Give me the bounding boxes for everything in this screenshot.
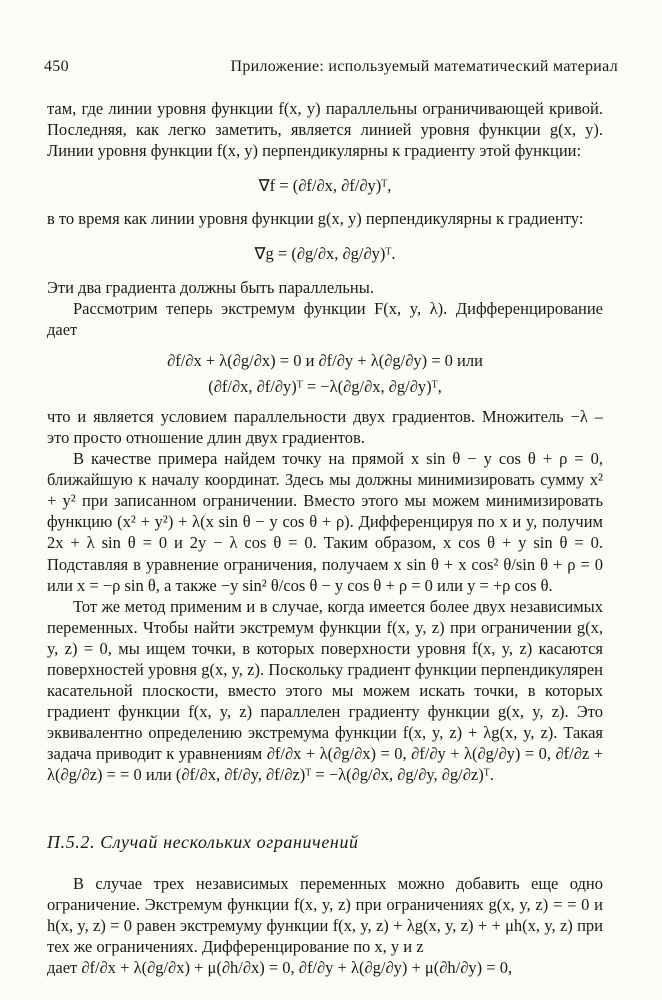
formula-line: ∂f/∂x + λ(∂g/∂x) = 0 и ∂f/∂y + λ(∂g/∂y) = 0 или <box>167 350 483 370</box>
page-header <box>44 58 618 80</box>
paragraph: В случае трех независимых переменных можно добавить еще одно ограничение. Экстремум функции f(x, y, z) при ограничениях g(x, y, z) = = 0 и h(x, y, z) = 0 равен экстремуму функции f(x, y, z) + λg(x, y, z) + + μh(x, y, z) при тех же ограничениях. Дифференцирование по x, y и z <box>47 873 603 956</box>
formula-line: (∂f/∂x, ∂f/∂y)ᵀ = −λ(∂g/∂x, ∂g/∂y)ᵀ, <box>208 376 442 396</box>
paragraph: Тот же метод применим и в случае, когда имеется более двух независимых переменных. Чтобы найти экстремум функции f(x, y, z) при ограничении g(x, y, z) = 0, мы ищем точки, в которых поверхности уровня f(x, y, z) касаются поверхностей уровня g(x, y, z). Поскольку градиент функции перпендикулярен касательной плоскости, вместо этого мы можем искать точки, в которых градиент функции f(x, y, z) параллелен градиенту функции g(x, y, z). Это эквивалентно определению экстремума функции f(x, y, z) + λg(x, y, z). Такая задача приводит к уравнениям ∂f/∂x + λ(∂g/∂x) = 0, ∂f/∂y + λ(∂g/∂y) = 0, ∂f/∂z + λ(∂g/∂z) = = 0 или (∂f/∂x, ∂f/∂y, ∂f/∂z)ᵀ = −λ(∂g/∂x, ∂g/∂y, ∂g/∂z)ᵀ. <box>47 596 603 785</box>
paragraph: в то время как линии уровня функции g(x, y) перпендикулярны к градиенту: <box>47 209 584 229</box>
paragraph: Рассмотрим теперь экстремум функции F(x, y, λ). Дифференцирование дает <box>47 298 603 339</box>
paragraph: Эти два градиента должны быть параллельны. <box>47 277 374 297</box>
page-number: 450 <box>44 58 69 75</box>
paragraph: дает ∂f/∂x + λ(∂g/∂x) + μ(∂h/∂x) = 0, ∂f/∂y + λ(∂g/∂y) + μ(∂h/∂y) = 0, <box>47 958 513 977</box>
paragraph: В качестве примера найдем точку на прямой x sin θ − y cos θ + ρ = 0, ближайшую к началу координат. Здесь мы должны минимизировать сумму x² + y² при записанном ограничении. Вместо этого мы можем минимизировать функцию (x² + y²) + λ(x sin θ − y cos θ + ρ). Дифференцируя по x и y, получим 2x + λ sin θ = 0 и 2y − λ cos θ = 0. Таким образом, x cos θ + y sin θ = 0. Подставляя в уравнение ограничения, получаем x sin θ + x cos² θ/sin θ + ρ = 0 или x = −ρ sin θ, а также −y sin² θ/cos θ − y cos θ + ρ = 0 или y = +ρ cos θ. <box>47 449 603 595</box>
formula-grad-g: ∇g = (∂g/∂x, ∂g/∂y)ᵀ. <box>254 244 396 264</box>
paragraph: там, где линии уровня функции f(x, y) параллельны ограничивающей кривой. Последняя, как легко заметить, является линией уровня функции g(x, y). Линии уровня функции f(x, y) перпендикулярны к градиенту этой функции: <box>47 99 603 161</box>
paragraph: что и является условием параллельности двух градиентов. Множитель −λ – это просто отношение длин двух градиентов. <box>47 406 603 447</box>
running-title: Приложение: используемый математический материал <box>230 58 618 75</box>
page-body <box>47 98 603 978</box>
section-heading: П.5.2. Случай нескольких ограничений <box>47 831 359 852</box>
formula-grad-f: ∇f = (∂f/∂x, ∂f/∂y)ᵀ, <box>258 176 392 196</box>
formula-lagrange <box>47 348 603 400</box>
